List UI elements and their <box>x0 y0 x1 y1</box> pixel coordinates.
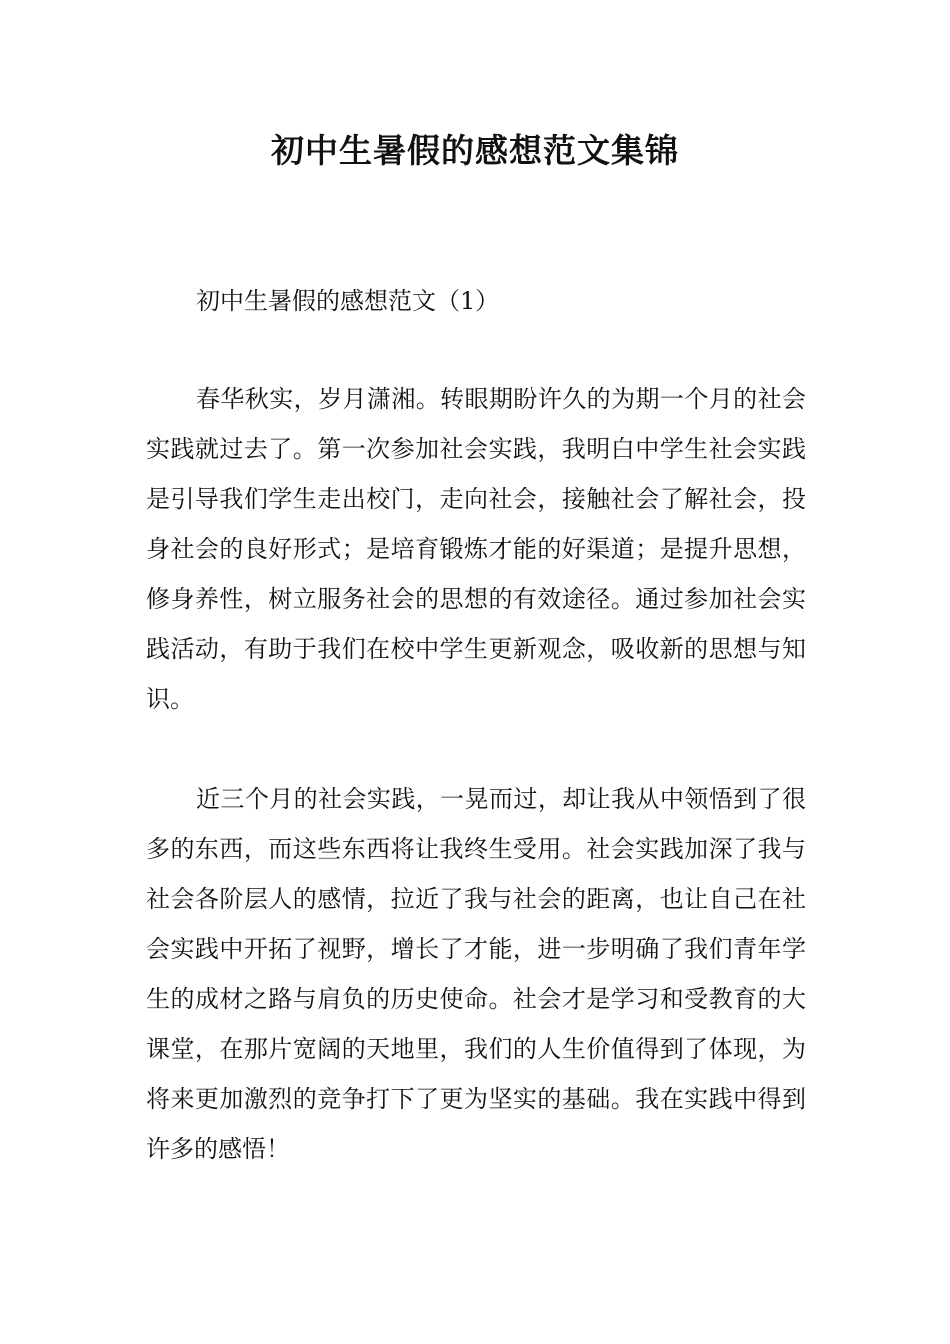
document-title: 初中生暑假的感想范文集锦 <box>271 131 679 170</box>
paragraph-1: 春华秋实，岁月潇湘。转眼期盼许久的为期一个月的社会实践就过去了。第一次参加社会实践，我明白中学生社会实践是引导我们学生走出校门，走向社会，接触社会了解社会，投身社会的良好形式；是培育锻炼才能的好渠道；是提升思想，修身养性，树立服务社会的思想的有效途径。通过参加社会实践活动，有助于我们在校中学生更新观念，吸收新的思想与知识。 <box>146 385 806 713</box>
paragraph-2: 近三个月的社会实践，一晃而过，却让我从中领悟到了很多的东西，而这些东西将让我终生受用。社会实践加深了我与社会各阶层人的感情，拉近了我与社会的距离，也让自己在社会实践中开拓了视野，增长了才能，进一步明确了我们青年学生的成材之路与肩负的历史使命。社会才是学习和受教育的大课堂，在那片宽阔的天地里，我们的人生价值得到了体现，为将来更加激烈的竞争打下了更为坚实的基础。我在实践中得到许多的感悟！ <box>146 785 806 1163</box>
section-heading: 初中生暑假的感想范文（1） <box>196 287 500 315</box>
